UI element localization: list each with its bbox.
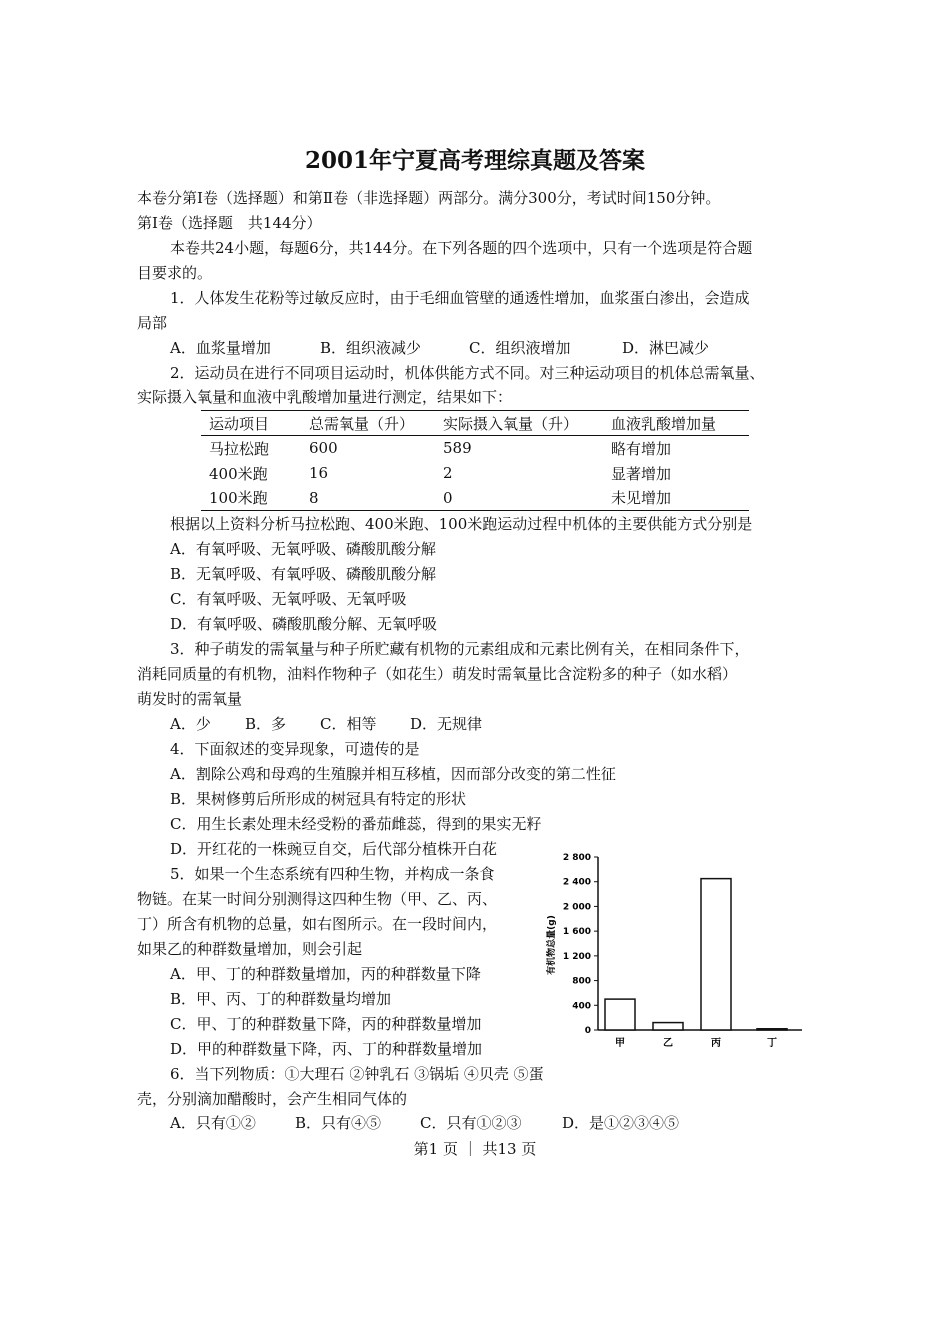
- intro-line-1: 本卷分第Ⅰ卷（选择题）和第Ⅱ卷（非选择题）两部分。满分300分，考试时间150分钟。: [137, 189, 721, 207]
- q2-stem-1: 2．运动员在进行不同项目运动时，机体供能方式不同。对三种运动项目的机体总需氧量、: [170, 364, 765, 382]
- category-label: 丙: [711, 1038, 721, 1049]
- q2-option-c: C．有氧呼吸、无氧呼吸、无氧呼吸: [170, 590, 407, 608]
- q5-option-b: B．甲、丙、丁的种群数量均增加: [170, 990, 392, 1008]
- intro-line-2: 第Ⅰ卷（选择题 共144分）: [137, 214, 322, 232]
- table-header: 实际摄入氧量（升）: [435, 411, 603, 436]
- q1-option-b: B．组织液减少: [320, 339, 422, 357]
- q4-option-b: B．果树修剪后所形成的树冠具有特定的形状: [170, 790, 467, 808]
- category-label: 乙: [663, 1038, 673, 1049]
- table-cell: 589: [443, 439, 472, 458]
- q5-stem-4: 如果乙的种群数量增加，则会引起: [137, 940, 363, 958]
- q5-stem-3: 丁）所含有机物的总量，如右图所示。在一段时间内，: [137, 915, 498, 933]
- bar-1: [605, 999, 635, 1030]
- q4-option-d: D．开红花的一株豌豆自交，后代部分植株开白花: [170, 840, 498, 858]
- table-row: [201, 486, 749, 511]
- y-tick-label: 400: [572, 1001, 591, 1012]
- y-tick-label: 800: [572, 976, 591, 987]
- table-row: [201, 436, 749, 461]
- y-tick-label: 2 800: [562, 853, 591, 863]
- table-cell: 16: [309, 464, 329, 482]
- table-cell: 马拉松跑: [209, 439, 270, 458]
- q3-option-c: C．相等: [320, 715, 377, 733]
- table-header: 血液乳酸增加量: [603, 411, 749, 436]
- q3-stem-2: 消耗同质量的有机物，油料作物种子（如花生）萌发时需氧量比含淀粉多的种子（如水稻）: [137, 665, 738, 683]
- y-tick-label: 1 200: [562, 951, 591, 962]
- y-tick-label: 0: [584, 1026, 591, 1036]
- table-cell: 未见增加: [603, 486, 749, 511]
- q5-option-a: A．甲、丁的种群数量增加，丙的种群数量下降: [170, 965, 481, 983]
- intro-line-4: 目要求的。: [137, 264, 213, 282]
- q1-option-d: D．淋巴减少: [622, 339, 710, 357]
- q6-stem-1: 6．当下列物质：①大理石 ②钟乳石 ③锅垢 ④贝壳 ⑤蛋: [170, 1065, 544, 1083]
- q5-option-c: C．甲、丁的种群数量下降，丙的种群数量增加: [170, 1015, 482, 1033]
- page-footer: 第1 页 ｜ 共13 页: [413, 1140, 537, 1158]
- q3-option-a: A．少: [170, 715, 211, 733]
- q4-stem: 4．下面叙述的变异现象，可遗传的是: [170, 740, 420, 758]
- q6-option-a: A．只有①②: [170, 1114, 256, 1132]
- table-cell: 400米跑: [209, 464, 268, 483]
- q3-stem-3: 萌发时的需氧量: [137, 690, 243, 708]
- q1-stem-1: 1．人体发生花粉等过敏反应时，由于毛细血管壁的通透性增加，血浆蛋白渗出，会造成: [170, 289, 750, 307]
- oxygen-table: [201, 410, 749, 511]
- q6-stem-2: 壳，分别滴加醋酸时，会产生相同气体的: [137, 1090, 408, 1108]
- q2-question: 根据以上资料分析马拉松跑、400米跑、100米跑运动过程中机体的主要供能方式分别是: [170, 515, 753, 533]
- bar-2: [653, 1023, 683, 1030]
- q4-option-a: A．割除公鸡和母鸡的生殖腺并相互移植，因而部分改变的第二性征: [170, 765, 616, 783]
- table-cell: 显著增加: [611, 464, 672, 483]
- table-header-row: [201, 411, 749, 436]
- intro-line-3: 本卷共24小题，每题6分，共144分。在下列各题的四个选项中，只有一个选项是符合题: [170, 239, 753, 257]
- q6-option-d: D．是①②③④⑤: [562, 1114, 680, 1132]
- category-label: 丁: [767, 1038, 777, 1049]
- page-title: 2001年宁夏高考理综真题及答案: [304, 147, 645, 174]
- table-cell: 0: [435, 486, 603, 511]
- q5-stem-1: 5．如果一个生态系统有四种生物，并构成一条食: [170, 865, 495, 883]
- y-axis-label: 有机物总量(g): [547, 915, 557, 975]
- q1-option-c: C．组织液增加: [469, 339, 571, 357]
- table-cell: 100米跑: [201, 486, 301, 511]
- category-label: 甲: [615, 1038, 625, 1049]
- q1-stem-2: 局部: [137, 314, 168, 332]
- q5-option-d: D．甲的种群数量下降，丙、丁的种群数量增加: [170, 1040, 483, 1058]
- q1-option-a: A．血浆量增加: [170, 339, 271, 357]
- q2-option-a: A．有氧呼吸、无氧呼吸、磷酸肌酸分解: [170, 540, 436, 558]
- bar-4: [757, 1029, 787, 1030]
- y-tick-label: 2 000: [562, 902, 591, 913]
- y-tick-label: 1 600: [562, 927, 591, 938]
- q3-stem-1: 3．种子萌发的需氧量与种子所贮藏有机物的元素组成和元素比例有关，在相同条件下，: [170, 640, 750, 658]
- q2-option-d: D．有氧呼吸、磷酸肌酸分解、无氧呼吸: [170, 615, 438, 633]
- q2-option-b: B．无氧呼吸、有氧呼吸、磷酸肌酸分解: [170, 565, 437, 583]
- table-cell: 略有增加: [611, 439, 672, 458]
- q3-option-b: B．多: [245, 715, 287, 733]
- bar-3: [701, 879, 731, 1030]
- table-cell: 8: [301, 486, 435, 511]
- table-cell: 600: [309, 439, 338, 458]
- organic-matter-bar-chart: [540, 845, 820, 1055]
- q3-option-d: D．无规律: [410, 715, 483, 733]
- q4-option-c: C．用生长素处理未经受粉的番茄雌蕊，得到的果实无籽: [170, 815, 542, 833]
- table-header: 总需氧量（升）: [301, 411, 435, 436]
- table-cell: 2: [443, 464, 453, 482]
- table-header: 运动项目: [201, 411, 301, 436]
- y-tick-label: 2 400: [562, 877, 591, 888]
- q6-option-b: B．只有④⑤: [295, 1114, 382, 1132]
- q6-option-c: C．只有①②③: [420, 1114, 522, 1132]
- q5-stem-2: 物链。在某一时间分别测得这四种生物（甲、乙、丙、: [137, 890, 498, 908]
- q2-stem-2: 实际摄入氧量和血液中乳酸增加量进行测定，结果如下：: [137, 388, 513, 406]
- table-row: [201, 461, 749, 486]
